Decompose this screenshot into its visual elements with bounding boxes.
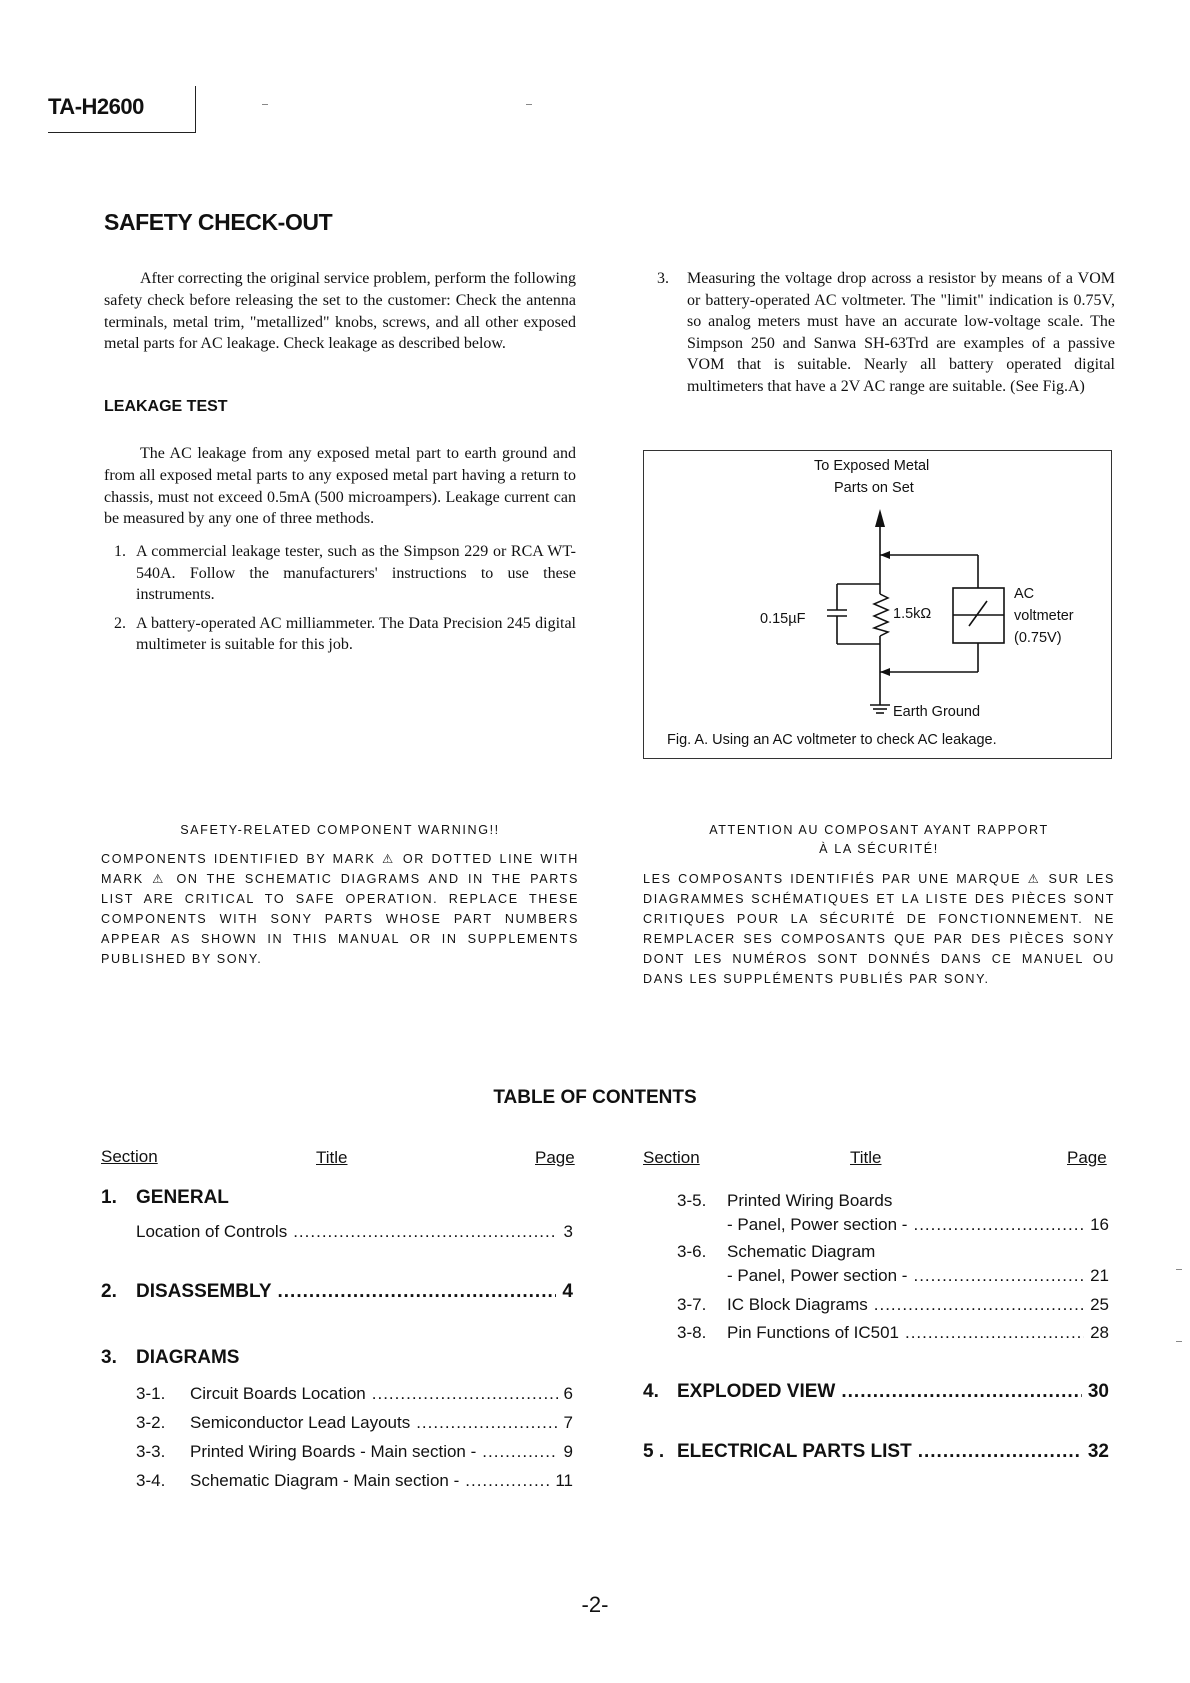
method-text: A commercial leakage tester, such as the Simpson 229 or RCA WT-540A. Follow the manufacturers' instructions to use these instruments. (136, 543, 576, 603)
toc-leader (482, 1442, 557, 1462)
toc-header-title: Title (316, 1148, 348, 1167)
scan-speck (1176, 1269, 1182, 1270)
toc-entry-title: Schematic Diagram - Main section - (190, 1471, 460, 1490)
toc-header-title-right: Title (850, 1148, 882, 1167)
toc-header-page: Page (535, 1148, 575, 1167)
toc-entry-num: 3-3. (136, 1442, 166, 1461)
fig-meter-label-1: AC (1014, 586, 1035, 602)
toc-leader (913, 1266, 1084, 1286)
fig-resistor-label: 1.5kΩ (893, 606, 932, 622)
leakage-text: The AC leakage from any exposed metal part to earth ground and from all exposed metal parts to any exposed metal part having a return to chassis, must not exceed 0.5mA (500 microampers). Leakage current can be measured by any one of three methods. (104, 445, 576, 528)
toc-sec3-num: 3. (101, 1347, 117, 1368)
fig-caption: Fig. A. Using an AC voltmeter to check AC leakage. (667, 732, 997, 748)
method-text: Measuring the voltage drop across a resistor by means of a VOM or battery-operated AC voltmeter. The "limit" indication is 0.75V, so analog meters must have an accurate low-voltage scale. The Simpson 250 and Sanwa SH-63Trd are examples of a passive VOM that is suitable. Nearly all battery operated digital multimeters that have a 2V AC range are suitable. (See Fig.A) (687, 270, 1115, 395)
safety-intro-text: After correcting the original service problem, perform the following safety check before releasing the set to the customer: Check the antenna terminals, metal trim, "metallized" knobs, screws, and all other exposed metal parts for AC leakage. Check leakage as described below. (104, 270, 576, 353)
warning-en-title: SAFETY-RELATED COMPONENT WARNING!! (180, 823, 500, 837)
toc-entry-3-8[interactable] (677, 1323, 1109, 1343)
toc-entry-3-7[interactable] (677, 1295, 1109, 1315)
toc-entry-page: 6 (563, 1384, 573, 1403)
scan-speck (526, 104, 532, 105)
toc-entry-title: ELECTRICAL PARTS LIST (677, 1441, 912, 1462)
toc-entry-3-5-sub[interactable] (727, 1215, 1109, 1235)
warning-fr-title-1: ATTENTION AU COMPOSANT AYANT RAPPORT (709, 823, 1049, 837)
leakage-text-block (104, 443, 576, 530)
toc-header-section-right: Section (643, 1148, 700, 1167)
toc-sec2-num: 2. (101, 1281, 117, 1302)
toc-entry-page: 16 (1090, 1215, 1109, 1234)
toc-entry-title: Pin Functions of IC501 (727, 1323, 899, 1342)
scan-speck (1176, 1341, 1182, 1342)
safety-intro (104, 268, 576, 355)
toc-entry-title: Printed Wiring Boards - Main section - (190, 1442, 477, 1461)
toc-sec1-num: 1. (101, 1187, 117, 1208)
warning-en-text: COMPONENTS IDENTIFIED BY MARK ⚠ OR DOTTED LINE WITH MARK ⚠ ON THE SCHEMATIC DIAGRAMS AND IN THE PARTS LIST ARE CRITICAL TO SAFE OPERATION. REPLACE THESE COMPONENTS WITH SONY PARTS WHOSE PART NUMBERS APPEAR AS SHOWN IN THIS MANUAL OR IN SUPPLEMENTS PUBLISHED BY SONY. (101, 852, 579, 966)
toc-entry-num: 3-8. (677, 1323, 707, 1342)
toc-entry-num: 3-4. (136, 1471, 166, 1490)
toc-entry-num: 5 . (643, 1441, 665, 1462)
warning-fr-text: LES COMPOSANTS IDENTIFIÉS PAR UNE MARQUE ⚠ SUR LES DIAGRAMMES SCHÉMATIQUES ET LA LISTE DES PIÈCES SONT CRITIQUES POUR LA SÉCURITÉ DE FONCTIONNEMENT. NE REMPLACER SES COMPOSANTS QUE PAR DES PIÈCES SONY DONT LES NUMÉROS SONT DONNÉS DANS CE MANUEL OU DANS LES SUPPLÉMENTS PUBLIÉS PAR SONY. (643, 872, 1115, 986)
leakage-circuit-diagram (644, 451, 1113, 760)
toc-entry-page: 28 (1090, 1323, 1109, 1342)
toc-entry-page: 9 (563, 1442, 573, 1461)
toc-entry-num: 3-7. (677, 1295, 707, 1314)
toc-entry-subtitle: - Panel, Power section - (727, 1266, 908, 1285)
toc-header-section: Section (101, 1147, 158, 1166)
toc-leader (841, 1381, 1082, 1403)
toc-entry-subtitle: - Panel, Power section - (727, 1215, 908, 1234)
toc-entry-3-2[interactable] (136, 1413, 573, 1433)
toc-leader (465, 1471, 549, 1491)
toc-entry-page: 4 (562, 1281, 573, 1302)
toc-leader (372, 1384, 558, 1404)
toc-entry-title: Location of Controls (136, 1222, 288, 1241)
method-number: 3. (657, 270, 669, 287)
toc-sec3-title: DIAGRAMS (136, 1347, 240, 1368)
toc-leader (416, 1413, 557, 1433)
fig-capacitor-label: 0.15µF (760, 611, 806, 627)
scan-speck (262, 104, 268, 105)
method-item-1 (104, 541, 576, 606)
toc-entry-page: 32 (1087, 1441, 1109, 1462)
page-number: -2- (581, 1592, 609, 1617)
toc-entry-3-6-title[interactable]: Schematic Diagram (727, 1242, 876, 1261)
toc-header-page-right: Page (1067, 1148, 1107, 1167)
toc-entry-title: Semiconductor Lead Layouts (190, 1413, 411, 1432)
toc-entry-3-6-sub[interactable] (727, 1266, 1109, 1286)
toc-entry-page: 7 (563, 1413, 573, 1432)
method-item-3 (643, 268, 1115, 397)
toc-entry-3-6-num: 3-6. (677, 1242, 707, 1261)
toc-entry-num: 4. (643, 1381, 659, 1402)
warning-fr-title-2: À LA SÉCURITÉ! (819, 842, 939, 856)
toc-entry-page: 3 (563, 1222, 573, 1241)
toc-entry-page: 30 (1087, 1381, 1109, 1402)
toc-entry-3-4[interactable] (136, 1471, 573, 1491)
fig-meter-label-3: (0.75V) (1014, 630, 1062, 646)
toc-entry-electrical-parts-list[interactable] (643, 1441, 1109, 1463)
safety-title: SAFETY CHECK-OUT (104, 209, 333, 235)
toc-entry-page: 11 (555, 1471, 573, 1490)
toc-leader (278, 1281, 557, 1303)
figure-a (643, 450, 1112, 759)
fig-top-label-1: To Exposed Metal (814, 458, 930, 474)
toc-entry-page: 21 (1090, 1266, 1109, 1285)
toc-entry-location-of-controls[interactable] (136, 1222, 573, 1242)
leakage-title: LEAKAGE TEST (104, 398, 228, 415)
toc-sec1-title: GENERAL (136, 1187, 229, 1208)
fig-ground-label: Earth Ground (893, 704, 981, 720)
method-text: A battery-operated AC milliammeter. The Data Precision 245 digital multimeter is suitable for this job. (136, 614, 576, 653)
toc-leader (918, 1441, 1082, 1463)
method-number: 1. (114, 543, 126, 560)
toc-entry-3-3[interactable] (136, 1442, 573, 1462)
method-number: 2. (114, 614, 126, 632)
toc-leader (874, 1295, 1084, 1315)
toc-leader (905, 1323, 1084, 1343)
method-item-3-block (643, 268, 1115, 397)
toc-entry-num: 3-2. (136, 1413, 166, 1432)
toc-entry-title: IC Block Diagrams (727, 1295, 868, 1314)
toc-leader (293, 1222, 557, 1242)
model-number: TA-H2600 (48, 94, 144, 119)
toc-entry-3-1[interactable] (136, 1384, 573, 1404)
toc-entry-3-5-title[interactable]: Printed Wiring Boards (727, 1191, 893, 1210)
methods-list (104, 541, 576, 656)
toc-title: TABLE OF CONTENTS (493, 1087, 697, 1108)
toc-entry-title: DISASSEMBLY (136, 1281, 272, 1302)
toc-leader (913, 1215, 1084, 1235)
toc-entry-disassembly[interactable] (136, 1281, 573, 1303)
toc-entry-page: 25 (1090, 1295, 1109, 1314)
toc-entry-3-5-num: 3-5. (677, 1191, 707, 1210)
toc-entry-title: EXPLODED VIEW (677, 1381, 836, 1402)
method-item-2 (104, 613, 576, 656)
fig-top-label-2: Parts on Set (834, 480, 914, 496)
toc-entry-title: Circuit Boards Location (190, 1384, 366, 1403)
fig-meter-label-2: voltmeter (1014, 608, 1074, 624)
toc-entry-num: 3-1. (136, 1384, 166, 1403)
toc-entry-exploded-view[interactable] (643, 1381, 1109, 1403)
